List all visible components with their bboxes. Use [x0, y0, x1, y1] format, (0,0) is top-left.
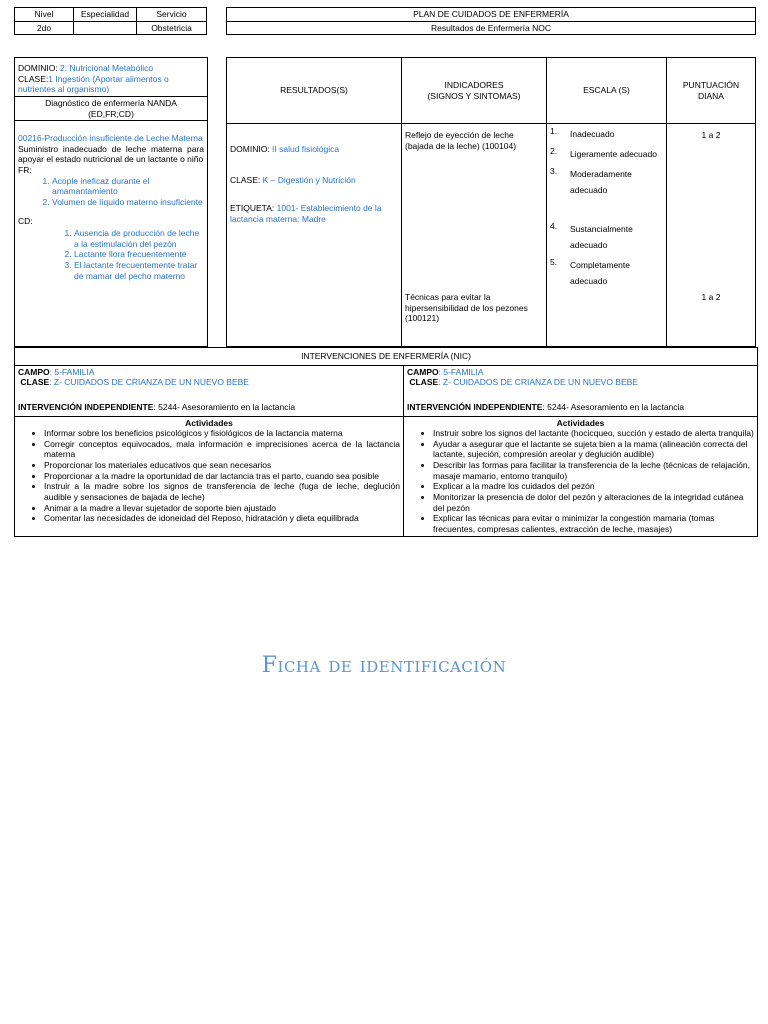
escala-item: 3. Moderadamente adecuado: [550, 166, 632, 196]
header-indicadores: INDICADORES (SIGNOS Y SINTOMAS): [402, 58, 547, 124]
cd-label: CD:: [18, 215, 33, 226]
nic-title: INTERVENCIONES DE ENFERMERÍA (NIC): [15, 348, 758, 366]
puntuacion-2: 1 a 2: [701, 292, 721, 302]
header-info-table: [14, 7, 207, 35]
indicador-1: Reflejo de eyección de leche (bajada de la leche) (100104): [405, 130, 517, 151]
plan-subtitle: Resultados de Enfermería NOC: [227, 21, 756, 35]
diagnosis-code-title: 00216-Producción insuficiente de Leche Materna: [18, 133, 203, 144]
val-servicio: Obstetricia: [137, 21, 207, 35]
escala-cell: [547, 124, 667, 347]
nic-left-intervencion: INTERVENCIÓN INDEPENDIENTE: 5244- Asesoramiento en la lactancia: [18, 401, 296, 412]
col-especialidad: Especialidad: [74, 8, 137, 22]
nic-table: [14, 347, 758, 537]
actividades-list-right: [407, 428, 754, 534]
resultados-dominio: DOMINIO: II salud fisiológica: [230, 144, 340, 154]
cd-item: 3. El lactante frecuentemente tratar de mamar del pecho materno: [74, 260, 204, 281]
fr-item: 1. Acople ineficaz durante el amamantamiento: [52, 176, 204, 197]
puntuacion-1: 1 a 2: [701, 130, 721, 140]
cd-list: [18, 228, 204, 281]
actividad-item: • Explicar a la madre los cuidados del pezón: [433, 481, 754, 492]
nic-right-header: [404, 365, 758, 416]
header-escala: ESCALA (S): [547, 58, 667, 124]
cd-item: 2. Lactante llora frecuentemente: [74, 249, 204, 260]
plan-title: PLAN DE CUIDADOS DE ENFERMERÍA: [227, 8, 756, 22]
actividad-item: • Informar sobre los beneficios psicológicos y fisiológicos de la lactancia materna: [44, 428, 400, 439]
resultados-etiqueta: ETIQUETA: 1001- Establecimiento de la lactancia materna: Madre: [230, 203, 382, 224]
puntuacion-cell: [667, 124, 756, 347]
actividad-item: • Monitorizar la presencia de dolor del pezón y alteraciones de la integridad cutánea del pezón: [433, 492, 754, 513]
actividad-item: • Comentar las necesidades de idoneidad del Reposo, hidratación y dieta equilibrada: [44, 513, 400, 524]
ficha-title: Ficha de identificación: [261, 653, 507, 678]
cd-item: 1. Ausencia de producción de leche a la estimulación del pezón: [74, 228, 204, 249]
fr-label: FR:: [18, 165, 32, 175]
actividades-label: Actividades: [185, 417, 233, 428]
escala-item: 2. Ligeramente adecuado: [550, 146, 657, 160]
nic-right-clase: CLASE: Z- CUIDADOS DE CRIANZA DE UN NUEVO BEBE: [409, 377, 638, 388]
resultados-cell: [227, 124, 402, 347]
resultados-clase: CLASE: K – Digestión y Nutrición: [230, 174, 356, 185]
val-especialidad: [74, 21, 137, 35]
actividad-item: • Explicar las técnicas para evitar o minimizar la congestión mamaria (tomas frecuentes, compresas calientes, extracción de leche, masajes): [433, 513, 754, 534]
indicadores-cell: [402, 124, 547, 347]
actividad-item: • Animar a la madre a llevar sujetador de soporte bien ajustado: [44, 503, 400, 514]
actividad-item: • Describir las formas para facilitar la transferencia de la leche (técnicas de relajación, masaje mamario, entorno tranquilo): [433, 460, 754, 481]
actividad-item: • Ayudar a asegurar que el lactante se sujeta bien a la mama (alineación correcta del lactante, sujeción, compresión areolar y deglución audible): [433, 439, 754, 460]
val-nivel: 2do: [15, 21, 74, 35]
actividades-list-left: [18, 428, 400, 524]
diagnosis-clase: CLASE:1 Ingestión (Aportar alimentos o nutrientes al organismo): [18, 73, 169, 95]
col-servicio: Servicio: [137, 8, 207, 22]
actividad-item: • Proporcionar los materiales educativos que sean necesarios: [44, 460, 400, 471]
nic-left-campo: CAMPO: 5-FAMILIA: [18, 366, 95, 377]
nic-right-actividades: [404, 416, 758, 537]
nanda-header: Diagnóstico de enfermería NANDA (ED,FR;CD): [15, 96, 207, 121]
col-nivel: Nivel: [15, 8, 74, 22]
nic-left-header: [15, 365, 404, 416]
noc-table: [226, 57, 756, 347]
nic-left-actividades: [15, 416, 404, 537]
fr-list: [18, 176, 204, 208]
header-puntuacion: PUNTUACIÓN DIANA: [667, 58, 756, 124]
nic-left-clase: CLASE: Z- CUIDADOS DE CRIANZA DE UN NUEVO BEBE: [20, 377, 249, 388]
nic-right-campo: CAMPO: 5-FAMILIA: [407, 366, 484, 377]
diagnosis-panel: [14, 57, 208, 347]
fr-item: 2. Volumen de líquido materno insuficiente: [52, 197, 204, 208]
actividad-item: • Instruir a la madre sobre los signos de transferencia de leche (fuga de leche, deglución audible y sensaciones de bajada de leche): [44, 481, 400, 502]
actividades-label: Actividades: [556, 417, 605, 428]
escala-item: 4. Sustancialmente adecuado: [550, 220, 633, 250]
plan-header-table: [226, 7, 756, 35]
escala-item: 1. Inadecuado: [550, 126, 615, 139]
escala-item: 5. Completamente adecuado: [550, 256, 631, 286]
diagnosis-definition: Suministro inadecuado de leche materna para apoyar el estado nutricional de un lactante o niño: [18, 143, 204, 165]
diagnosis-dominio: DOMINIO: 2: Nutricional Metabólico: [18, 63, 154, 73]
actividad-item: • Proporcionar a la madre la oportunidad de dar lactancia tras el parto, cuando sea posible: [44, 471, 400, 482]
actividad-item: • Corregir conceptos equivocados, mala información e imprecisiones acerca de la lactancia materna: [44, 439, 400, 460]
header-resultados: RESULTADOS(S): [227, 58, 402, 124]
indicador-2: Técnicas para evitar la hipersensibilidad de los pezones (100121): [405, 292, 528, 324]
actividad-item: • Instruir sobre los signos del lactante (hocicqueo, succión y estado de alerta tranquila): [433, 428, 754, 439]
nic-right-intervencion: INTERVENCIÓN INDEPENDIENTE: 5244- Asesoramiento en la lactancia: [407, 401, 685, 412]
